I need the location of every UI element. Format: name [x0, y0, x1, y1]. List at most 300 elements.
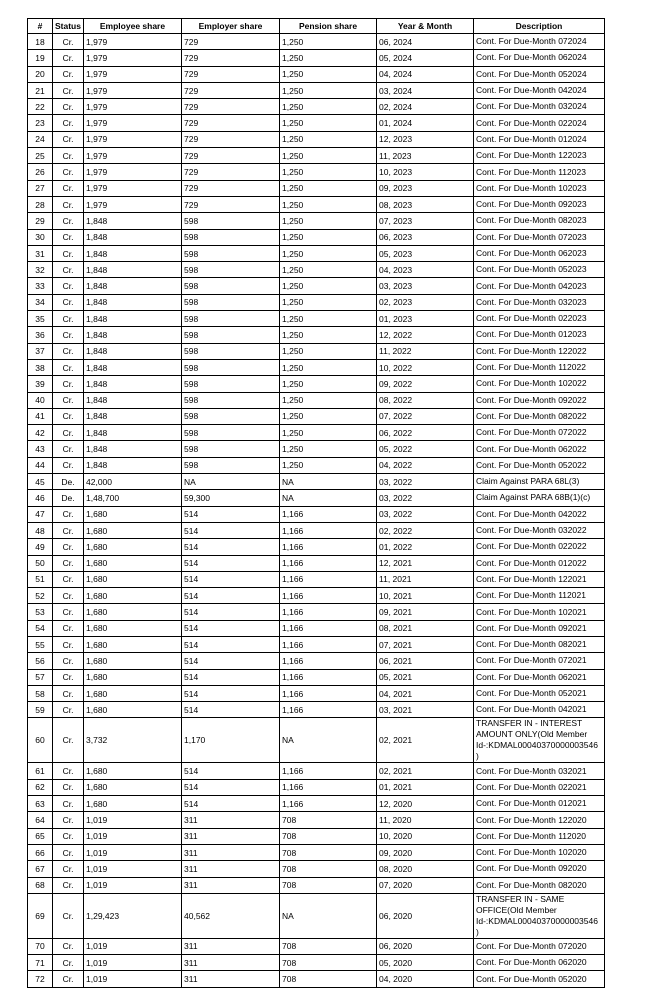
cell-employer-share: 311 — [182, 828, 280, 844]
cell-employer-share: 729 — [182, 115, 280, 131]
cell-employer-share: 514 — [182, 620, 280, 636]
cell-employee-share: 1,979 — [84, 148, 182, 164]
cell-employee-share: 1,848 — [84, 457, 182, 473]
table-row — [28, 50, 605, 66]
col-header-employee-share: Employee share — [84, 19, 182, 34]
cell-pension-share: 1,166 — [280, 588, 377, 604]
cell-employer-share: 514 — [182, 702, 280, 718]
cell-employee-share: 1,979 — [84, 50, 182, 66]
cell-status: Cr. — [53, 636, 84, 652]
cell-employer-share: 514 — [182, 653, 280, 669]
table-row — [28, 229, 605, 245]
table-row — [28, 669, 605, 685]
cell-pension-share: 1,166 — [280, 685, 377, 701]
cell-description: Cont. For Due-Month 082023 — [474, 213, 605, 229]
cell-status: Cr. — [53, 34, 84, 50]
cell-employer-share: 514 — [182, 588, 280, 604]
cell-pension-share: 1,250 — [280, 311, 377, 327]
cell-pension-share: 1,250 — [280, 425, 377, 441]
table-row — [28, 245, 605, 261]
table-row — [28, 82, 605, 98]
cell-year-month: 11, 2023 — [377, 148, 474, 164]
cell-employer-share: 729 — [182, 148, 280, 164]
cell-status: Cr. — [53, 278, 84, 294]
cell-pension-share: 1,250 — [280, 408, 377, 424]
table-row — [28, 938, 605, 954]
cell-index: 63 — [28, 796, 53, 812]
cell-index: 70 — [28, 938, 53, 954]
table-row — [28, 66, 605, 82]
table-row — [28, 604, 605, 620]
cell-pension-share: 1,166 — [280, 636, 377, 652]
cell-employer-share: 514 — [182, 669, 280, 685]
cell-index: 37 — [28, 343, 53, 359]
cell-status: Cr. — [53, 620, 84, 636]
table-row — [28, 702, 605, 718]
cell-pension-share: 1,250 — [280, 245, 377, 261]
cell-description: TRANSFER IN - SAME OFFICE(Old Member Id-:KDMAL00040370000003546 ) — [474, 893, 605, 938]
table-row — [28, 34, 605, 50]
cell-pension-share: NA — [280, 718, 377, 763]
table-row — [28, 877, 605, 893]
cell-description: Cont. For Due-Month 052024 — [474, 66, 605, 82]
cell-index: 31 — [28, 245, 53, 261]
cell-index: 61 — [28, 763, 53, 779]
cell-year-month: 03, 2021 — [377, 702, 474, 718]
cell-description: Cont. For Due-Month 052022 — [474, 457, 605, 473]
cell-index: 48 — [28, 522, 53, 538]
cell-employer-share: 514 — [182, 506, 280, 522]
cell-status: Cr. — [53, 522, 84, 538]
cell-status: Cr. — [53, 82, 84, 98]
table-row — [28, 115, 605, 131]
cell-description: Cont. For Due-Month 062021 — [474, 669, 605, 685]
table-row — [28, 522, 605, 538]
table-row — [28, 763, 605, 779]
cell-employee-share: 1,979 — [84, 196, 182, 212]
cell-index: 18 — [28, 34, 53, 50]
cell-employer-share: 729 — [182, 164, 280, 180]
cell-pension-share: 1,166 — [280, 604, 377, 620]
cell-employee-share: 1,848 — [84, 278, 182, 294]
cell-employee-share: 1,848 — [84, 425, 182, 441]
table-row — [28, 278, 605, 294]
cell-pension-share: 1,166 — [280, 620, 377, 636]
cell-employer-share: 514 — [182, 796, 280, 812]
cell-status: Cr. — [53, 812, 84, 828]
cell-status: Cr. — [53, 50, 84, 66]
cell-index: 40 — [28, 392, 53, 408]
cell-year-month: 06, 2024 — [377, 34, 474, 50]
cell-description: Cont. For Due-Month 072020 — [474, 938, 605, 954]
cell-employee-share: 1,680 — [84, 522, 182, 538]
cell-description: Cont. For Due-Month 112023 — [474, 164, 605, 180]
cell-description: Cont. For Due-Month 032024 — [474, 99, 605, 115]
table-row — [28, 99, 605, 115]
cell-year-month: 04, 2022 — [377, 457, 474, 473]
cell-status: Cr. — [53, 779, 84, 795]
cell-status: Cr. — [53, 99, 84, 115]
cell-employee-share: 1,680 — [84, 685, 182, 701]
table-row — [28, 441, 605, 457]
table-row — [28, 779, 605, 795]
cell-status: Cr. — [53, 861, 84, 877]
cell-employer-share: 598 — [182, 294, 280, 310]
cell-employee-share: 1,848 — [84, 359, 182, 375]
cell-pension-share: 1,166 — [280, 571, 377, 587]
cell-employee-share: 1,019 — [84, 971, 182, 987]
table-row — [28, 425, 605, 441]
cell-description: Cont. For Due-Month 122023 — [474, 148, 605, 164]
cell-index: 34 — [28, 294, 53, 310]
cell-employee-share: 1,979 — [84, 115, 182, 131]
cell-status: Cr. — [53, 796, 84, 812]
cell-employer-share: 598 — [182, 392, 280, 408]
cell-index: 55 — [28, 636, 53, 652]
cell-status: Cr. — [53, 441, 84, 457]
cell-employer-share: 514 — [182, 522, 280, 538]
cell-year-month: 09, 2020 — [377, 844, 474, 860]
cell-status: Cr. — [53, 571, 84, 587]
table-row — [28, 571, 605, 587]
cell-employee-share: 1,979 — [84, 99, 182, 115]
table-row — [28, 376, 605, 392]
cell-pension-share: 1,250 — [280, 196, 377, 212]
cell-index: 32 — [28, 262, 53, 278]
cell-pension-share: 1,250 — [280, 180, 377, 196]
cell-status: Cr. — [53, 588, 84, 604]
cell-employer-share: 514 — [182, 604, 280, 620]
table-row — [28, 620, 605, 636]
table-row — [28, 685, 605, 701]
cell-index: 25 — [28, 148, 53, 164]
table-body — [28, 34, 605, 988]
cell-employee-share: 1,848 — [84, 294, 182, 310]
cell-employee-share: 1,680 — [84, 555, 182, 571]
table-header-row — [28, 19, 605, 34]
cell-description: Cont. For Due-Month 072021 — [474, 653, 605, 669]
cell-description: Cont. For Due-Month 022024 — [474, 115, 605, 131]
cell-year-month: 05, 2023 — [377, 245, 474, 261]
cell-year-month: 06, 2022 — [377, 425, 474, 441]
cell-index: 29 — [28, 213, 53, 229]
cell-pension-share: 708 — [280, 955, 377, 971]
cell-employee-share: 1,848 — [84, 213, 182, 229]
cell-year-month: 08, 2021 — [377, 620, 474, 636]
cell-employee-share: 1,848 — [84, 392, 182, 408]
cell-year-month: 02, 2023 — [377, 294, 474, 310]
cell-year-month: 12, 2023 — [377, 131, 474, 147]
cell-index: 57 — [28, 669, 53, 685]
cell-description: Cont. For Due-Month 102022 — [474, 376, 605, 392]
cell-description: Cont. For Due-Month 062020 — [474, 955, 605, 971]
cell-employer-share: 514 — [182, 779, 280, 795]
cell-status: Cr. — [53, 938, 84, 954]
cell-pension-share: NA — [280, 490, 377, 506]
cell-pension-share: 1,166 — [280, 669, 377, 685]
cell-pension-share: 1,250 — [280, 115, 377, 131]
cell-status: Cr. — [53, 392, 84, 408]
table-row — [28, 588, 605, 604]
cell-description: Cont. For Due-Month 032023 — [474, 294, 605, 310]
passbook-table — [27, 18, 605, 988]
cell-index: 33 — [28, 278, 53, 294]
cell-status: Cr. — [53, 893, 84, 938]
cell-description: Cont. For Due-Month 042023 — [474, 278, 605, 294]
cell-pension-share: 1,166 — [280, 653, 377, 669]
cell-description: Cont. For Due-Month 042022 — [474, 506, 605, 522]
cell-employer-share: 729 — [182, 50, 280, 66]
cell-index: 28 — [28, 196, 53, 212]
cell-year-month: 10, 2020 — [377, 828, 474, 844]
cell-status: Cr. — [53, 763, 84, 779]
cell-index: 20 — [28, 66, 53, 82]
cell-status: De. — [53, 490, 84, 506]
cell-pension-share: 708 — [280, 877, 377, 893]
cell-year-month: 03, 2024 — [377, 82, 474, 98]
cell-year-month: 02, 2021 — [377, 718, 474, 763]
cell-index: 26 — [28, 164, 53, 180]
cell-year-month: 03, 2022 — [377, 506, 474, 522]
table-row — [28, 636, 605, 652]
cell-status: Cr. — [53, 408, 84, 424]
col-header-pension-share: Pension share — [280, 19, 377, 34]
cell-index: 68 — [28, 877, 53, 893]
cell-employee-share: 1,680 — [84, 779, 182, 795]
cell-year-month: 05, 2020 — [377, 955, 474, 971]
cell-pension-share: 708 — [280, 844, 377, 860]
cell-status: Cr. — [53, 245, 84, 261]
cell-index: 72 — [28, 971, 53, 987]
cell-employee-share: 1,848 — [84, 229, 182, 245]
cell-description: Cont. For Due-Month 122020 — [474, 812, 605, 828]
cell-pension-share: 1,166 — [280, 506, 377, 522]
cell-employee-share: 1,680 — [84, 653, 182, 669]
cell-year-month: 12, 2022 — [377, 327, 474, 343]
cell-employee-share: 3,732 — [84, 718, 182, 763]
cell-description: Cont. For Due-Month 112021 — [474, 588, 605, 604]
cell-employee-share: 1,680 — [84, 702, 182, 718]
cell-employer-share: 311 — [182, 812, 280, 828]
table-row — [28, 844, 605, 860]
cell-description: Cont. For Due-Month 122022 — [474, 343, 605, 359]
cell-employer-share: 514 — [182, 555, 280, 571]
cell-status: Cr. — [53, 669, 84, 685]
cell-description: Cont. For Due-Month 012023 — [474, 327, 605, 343]
cell-status: Cr. — [53, 164, 84, 180]
cell-employer-share: 514 — [182, 636, 280, 652]
table-row — [28, 131, 605, 147]
cell-description: Cont. For Due-Month 092023 — [474, 196, 605, 212]
cell-pension-share: 1,250 — [280, 441, 377, 457]
cell-pension-share: NA — [280, 474, 377, 490]
cell-employee-share: 1,019 — [84, 844, 182, 860]
col-header-description: Description — [474, 19, 605, 34]
table-row — [28, 359, 605, 375]
cell-year-month: 01, 2021 — [377, 779, 474, 795]
cell-description: Cont. For Due-Month 102020 — [474, 844, 605, 860]
cell-index: 41 — [28, 408, 53, 424]
cell-pension-share: 1,250 — [280, 262, 377, 278]
cell-pension-share: 1,166 — [280, 555, 377, 571]
cell-pension-share: 1,250 — [280, 164, 377, 180]
col-header-status: Status — [53, 19, 84, 34]
cell-description: Cont. For Due-Month 092021 — [474, 620, 605, 636]
col-header-year-month: Year & Month — [377, 19, 474, 34]
cell-year-month: 07, 2020 — [377, 877, 474, 893]
cell-employer-share: 514 — [182, 539, 280, 555]
cell-index: 39 — [28, 376, 53, 392]
cell-index: 19 — [28, 50, 53, 66]
table-row — [28, 971, 605, 987]
cell-description: Cont. For Due-Month 042021 — [474, 702, 605, 718]
cell-index: 69 — [28, 893, 53, 938]
cell-description: Cont. For Due-Month 022021 — [474, 779, 605, 795]
cell-employee-share: 1,979 — [84, 66, 182, 82]
cell-employee-share: 1,848 — [84, 343, 182, 359]
cell-pension-share: 1,250 — [280, 294, 377, 310]
cell-year-month: 04, 2024 — [377, 66, 474, 82]
cell-pension-share: 1,166 — [280, 779, 377, 795]
cell-year-month: 11, 2022 — [377, 343, 474, 359]
cell-index: 46 — [28, 490, 53, 506]
cell-pension-share: 708 — [280, 828, 377, 844]
cell-description: Cont. For Due-Month 012021 — [474, 796, 605, 812]
table-row — [28, 148, 605, 164]
cell-status: Cr. — [53, 311, 84, 327]
cell-description: Cont. For Due-Month 052021 — [474, 685, 605, 701]
cell-employer-share: 729 — [182, 66, 280, 82]
table-row — [28, 343, 605, 359]
cell-index: 35 — [28, 311, 53, 327]
cell-employee-share: 1,848 — [84, 327, 182, 343]
cell-status: Cr. — [53, 604, 84, 620]
cell-employee-share: 1,979 — [84, 180, 182, 196]
cell-status: Cr. — [53, 877, 84, 893]
cell-index: 42 — [28, 425, 53, 441]
cell-employer-share: 514 — [182, 685, 280, 701]
cell-year-month: 12, 2021 — [377, 555, 474, 571]
table-row — [28, 457, 605, 473]
cell-employee-share: 1,848 — [84, 245, 182, 261]
cell-description: Claim Against PARA 68B(1)(c) — [474, 490, 605, 506]
cell-description: Cont. For Due-Month 112022 — [474, 359, 605, 375]
cell-year-month: 03, 2023 — [377, 278, 474, 294]
cell-employee-share: 1,848 — [84, 408, 182, 424]
cell-index: 23 — [28, 115, 53, 131]
cell-status: Cr. — [53, 702, 84, 718]
cell-pension-share: 1,250 — [280, 343, 377, 359]
cell-status: Cr. — [53, 971, 84, 987]
cell-year-month: 06, 2020 — [377, 938, 474, 954]
cell-status: Cr. — [53, 555, 84, 571]
cell-pension-share: 1,166 — [280, 702, 377, 718]
cell-index: 24 — [28, 131, 53, 147]
cell-index: 52 — [28, 588, 53, 604]
cell-index: 21 — [28, 82, 53, 98]
cell-status: Cr. — [53, 955, 84, 971]
table-row — [28, 828, 605, 844]
cell-pension-share: 1,250 — [280, 50, 377, 66]
cell-index: 49 — [28, 539, 53, 555]
cell-employee-share: 1,019 — [84, 938, 182, 954]
cell-pension-share: 1,250 — [280, 278, 377, 294]
cell-description: Cont. For Due-Month 032022 — [474, 522, 605, 538]
cell-status: Cr. — [53, 115, 84, 131]
table-row — [28, 311, 605, 327]
cell-employee-share: 1,680 — [84, 506, 182, 522]
cell-pension-share: 708 — [280, 812, 377, 828]
cell-status: Cr. — [53, 506, 84, 522]
cell-description: Cont. For Due-Month 082022 — [474, 408, 605, 424]
cell-employer-share: 729 — [182, 196, 280, 212]
cell-employer-share: 59,300 — [182, 490, 280, 506]
cell-index: 51 — [28, 571, 53, 587]
cell-description: Cont. For Due-Month 072022 — [474, 425, 605, 441]
cell-employee-share: 42,000 — [84, 474, 182, 490]
cell-description: Cont. For Due-Month 082020 — [474, 877, 605, 893]
cell-description: Cont. For Due-Month 102023 — [474, 180, 605, 196]
cell-description: Cont. For Due-Month 012024 — [474, 131, 605, 147]
table-row — [28, 474, 605, 490]
cell-index: 50 — [28, 555, 53, 571]
cell-status: Cr. — [53, 343, 84, 359]
cell-year-month: 04, 2021 — [377, 685, 474, 701]
cell-status: Cr. — [53, 66, 84, 82]
cell-employer-share: 311 — [182, 861, 280, 877]
cell-pension-share: 708 — [280, 971, 377, 987]
cell-status: Cr. — [53, 196, 84, 212]
cell-year-month: 09, 2023 — [377, 180, 474, 196]
cell-employee-share: 1,29,423 — [84, 893, 182, 938]
cell-pension-share: 1,250 — [280, 359, 377, 375]
cell-description: Cont. For Due-Month 022023 — [474, 311, 605, 327]
cell-pension-share: 1,250 — [280, 148, 377, 164]
cell-description: Cont. For Due-Month 022022 — [474, 539, 605, 555]
cell-employee-share: 1,848 — [84, 441, 182, 457]
cell-year-month: 03, 2022 — [377, 474, 474, 490]
cell-index: 56 — [28, 653, 53, 669]
cell-year-month: 06, 2020 — [377, 893, 474, 938]
cell-employer-share: 40,562 — [182, 893, 280, 938]
cell-year-month: 01, 2024 — [377, 115, 474, 131]
cell-status: Cr. — [53, 539, 84, 555]
cell-employer-share: 598 — [182, 457, 280, 473]
table-row — [28, 408, 605, 424]
cell-description: Cont. For Due-Month 112020 — [474, 828, 605, 844]
cell-pension-share: 1,166 — [280, 763, 377, 779]
cell-employer-share: 729 — [182, 34, 280, 50]
cell-index: 30 — [28, 229, 53, 245]
table-row — [28, 196, 605, 212]
cell-year-month: 09, 2022 — [377, 376, 474, 392]
table-row — [28, 392, 605, 408]
cell-year-month: 10, 2021 — [377, 588, 474, 604]
cell-status: Cr. — [53, 327, 84, 343]
cell-employee-share: 1,848 — [84, 376, 182, 392]
cell-pension-share: 1,250 — [280, 82, 377, 98]
cell-employer-share: 598 — [182, 376, 280, 392]
cell-year-month: 01, 2022 — [377, 539, 474, 555]
cell-description: Cont. For Due-Month 052023 — [474, 262, 605, 278]
cell-year-month: 07, 2021 — [377, 636, 474, 652]
cell-index: 38 — [28, 359, 53, 375]
cell-employer-share: 598 — [182, 311, 280, 327]
cell-description: Cont. For Due-Month 082021 — [474, 636, 605, 652]
table-row — [28, 653, 605, 669]
cell-employee-share: 1,680 — [84, 669, 182, 685]
cell-description: Cont. For Due-Month 072023 — [474, 229, 605, 245]
